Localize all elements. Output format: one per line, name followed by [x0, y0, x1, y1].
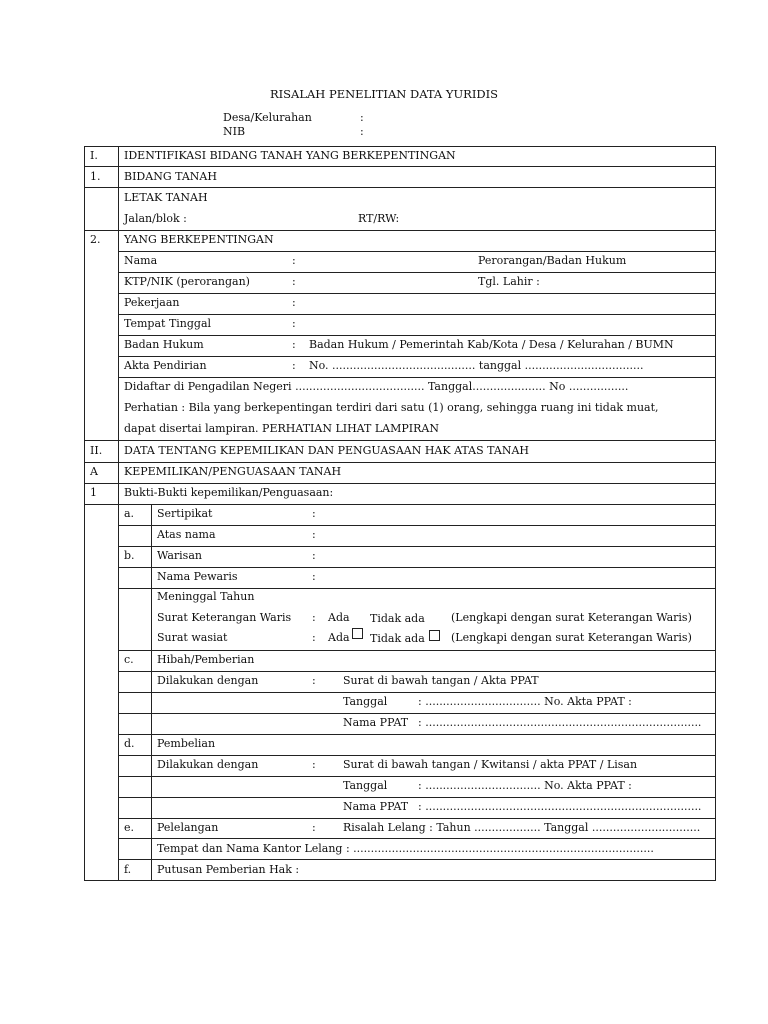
tanggal-value: : ................................. No. Akta PPAT :	[418, 695, 632, 708]
row-heading: KEPEMILIKAN/PENGUASAAN TANAH	[124, 465, 342, 478]
row-divider	[118, 713, 716, 714]
row-divider	[84, 462, 716, 463]
row-divider	[118, 776, 716, 777]
ktp-colon: :	[292, 275, 296, 288]
pekerjaan-label: Pekerjaan	[124, 296, 180, 309]
putusan-pemberian-hak: Putusan Pemberian Hak :	[157, 863, 300, 876]
perhatian-note-line2: dapat disertai lampiran. PERHATIAN LIHAT LAMPIRAN	[124, 422, 439, 435]
akta-pendirian-label: Akta Pendirian	[124, 359, 207, 372]
row-number: 1	[90, 486, 97, 499]
tanggal-label: Tanggal	[343, 779, 388, 792]
row-divider	[118, 293, 716, 294]
rt-rw-field[interactable]: RT/RW:	[358, 212, 400, 225]
row-divider	[118, 335, 716, 336]
row-heading: BIDANG TANAH	[124, 170, 217, 183]
ktp-label: KTP/NIK (perorangan)	[124, 275, 250, 288]
row-divider	[84, 187, 716, 188]
badan-hukum-options: Badan Hukum / Pemerintah Kab/Kota / Desa / Kelurahan / BUMN	[309, 338, 674, 351]
nama-label: Nama	[124, 254, 158, 267]
row-divider	[118, 692, 716, 693]
sub-letter: f.	[124, 863, 132, 876]
meninggal-tahun-label: Meninggal Tahun	[157, 590, 255, 603]
dilakukan-dengan-colon: :	[312, 758, 316, 771]
perhatian-note-line1: Perhatian : Bila yang berkepentingan terdiri dari satu (1) orang, sehingga ruang ini tidak muat,	[124, 401, 659, 414]
bukti-heading: Bukti-Bukti kepemilikan/Penguasaan:	[124, 486, 334, 499]
tidak-ada-option[interactable]: Tidak ada	[370, 632, 425, 645]
dilakukan-dengan-label: Dilakukan dengan	[157, 758, 259, 771]
row-divider	[118, 272, 716, 273]
dilakukan-dengan-value: Surat di bawah tangan / Akta PPAT	[343, 674, 539, 687]
border-top	[84, 146, 716, 147]
border-bottom	[84, 880, 716, 881]
pelelangan-label: Pelelangan	[157, 821, 219, 834]
desa-label: Desa/Kelurahan	[223, 111, 312, 124]
border-left	[84, 146, 85, 881]
sertipikat-label: Sertipikat	[157, 507, 213, 520]
dilakukan-dengan-colon: :	[312, 674, 316, 687]
tempat-tinggal-label: Tempat Tinggal	[124, 317, 212, 330]
row-divider	[118, 734, 716, 735]
tempat-tinggal-colon: :	[292, 317, 296, 330]
row-number: A	[90, 465, 98, 478]
akta-pendirian-value: No. ......................................... tanggal ..................................	[309, 359, 644, 372]
tgl-lahir-label: Tgl. Lahir :	[478, 275, 540, 288]
row-divider	[118, 314, 716, 315]
dilakukan-dengan-label: Dilakukan dengan	[157, 674, 259, 687]
lengkapi-note: (Lengkapi dengan surat Keterangan Waris)	[451, 631, 692, 644]
surat-wasiat-colon: :	[312, 631, 316, 644]
kantor-lelang-field: Tempat dan Nama Kantor Lelang : ......................................................................................	[157, 842, 654, 855]
surat-wasiat-label: Surat wasiat	[157, 631, 228, 644]
row-divider	[118, 838, 716, 839]
nama-ppat-label: Nama PPAT	[343, 800, 409, 813]
row-divider	[118, 797, 716, 798]
nama-pewaris-colon: :	[312, 570, 316, 583]
row-divider	[118, 377, 716, 378]
desa-colon: :	[360, 111, 364, 124]
letak-tanah-label: LETAK TANAH	[124, 191, 208, 204]
tanggal-value: : ................................. No. Akta PPAT :	[418, 779, 632, 792]
row-divider	[84, 483, 716, 484]
row-divider	[84, 440, 716, 441]
row-divider	[118, 356, 716, 357]
badan-hukum-label: Badan Hukum	[124, 338, 204, 351]
row-divider	[118, 650, 716, 651]
pembelian-label: Pembelian	[157, 737, 216, 750]
jalan-blok-field[interactable]: Jalan/blok :	[124, 212, 187, 225]
number-column-divider	[118, 146, 119, 881]
form-table	[84, 146, 716, 881]
tanggal-label: Tanggal	[343, 695, 388, 708]
row-divider	[118, 818, 716, 819]
nib-label: NIB	[223, 125, 246, 138]
section-number: I.	[90, 149, 98, 162]
row-number: 2.	[90, 233, 101, 246]
sub-letter: a.	[124, 507, 135, 520]
row-divider	[118, 567, 716, 568]
warisan-colon: :	[312, 549, 316, 562]
dilakukan-dengan-value: Surat di bawah tangan / Kwitansi / akta PPAT / Lisan	[343, 758, 638, 771]
row-divider	[84, 166, 716, 167]
didaftar-pengadilan: Didaftar di Pengadilan Negeri ..................................... Tanggal..................... No .................	[124, 380, 629, 393]
row-divider	[84, 504, 716, 505]
surat-keterangan-waris-label: Surat Keterangan Waris	[157, 611, 292, 624]
sertipikat-colon: :	[312, 507, 316, 520]
ada-option[interactable]: Ada	[328, 611, 350, 624]
row-heading: YANG BERKEPENTINGAN	[124, 233, 274, 246]
ada-option[interactable]: Ada	[328, 631, 350, 644]
atas-nama-label: Atas nama	[157, 528, 216, 541]
row-divider	[118, 546, 716, 547]
row-divider	[118, 859, 716, 860]
risalah-lelang-value: Risalah Lelang : Tahun ................... Tanggal ...............................	[343, 821, 701, 834]
tidak-ada-option[interactable]: Tidak ada	[370, 612, 425, 625]
surat-keterangan-waris-colon: :	[312, 611, 316, 624]
row-number: 1.	[90, 170, 101, 183]
section-number: II.	[90, 444, 103, 457]
nama-pewaris-label: Nama Pewaris	[157, 570, 238, 583]
nama-ppat-value: : ...............................................................................	[418, 716, 702, 729]
row-divider	[118, 671, 716, 672]
tidak-ada-checkbox[interactable]	[429, 630, 440, 641]
border-right	[715, 146, 716, 881]
sub-letter: e.	[124, 821, 135, 834]
row-divider	[118, 755, 716, 756]
document-title: RISALAH PENELITIAN DATA YURIDIS	[269, 87, 499, 101]
pekerjaan-colon: :	[292, 296, 296, 309]
sub-letter: d.	[124, 737, 135, 750]
row-divider	[118, 251, 716, 252]
badan-hukum-colon: :	[292, 338, 296, 351]
nama-colon: :	[292, 254, 296, 267]
nama-ppat-label: Nama PPAT	[343, 716, 409, 729]
sub-letter: b.	[124, 549, 135, 562]
nib-colon: :	[360, 125, 364, 138]
akta-pendirian-colon: :	[292, 359, 296, 372]
hibah-label: Hibah/Pemberian	[157, 653, 255, 666]
sub-letter: c.	[124, 653, 134, 666]
perorangan-label: Perorangan/Badan Hukum	[478, 254, 627, 267]
nama-ppat-value: : ...............................................................................	[418, 800, 702, 813]
pelelangan-colon: :	[312, 821, 316, 834]
row-divider	[84, 230, 716, 231]
row-divider	[118, 588, 716, 589]
section-heading: IDENTIFIKASI BIDANG TANAH YANG BERKEPENTINGAN	[124, 149, 456, 162]
warisan-label: Warisan	[157, 549, 202, 562]
lengkapi-note: (Lengkapi dengan surat Keterangan Waris)	[451, 611, 692, 624]
atas-nama-colon: :	[312, 528, 316, 541]
ada-checkbox[interactable]	[352, 628, 363, 639]
row-divider	[118, 525, 716, 526]
section-heading: DATA TENTANG KEPEMILIKAN DAN PENGUASAAN HAK ATAS TANAH	[124, 444, 529, 457]
